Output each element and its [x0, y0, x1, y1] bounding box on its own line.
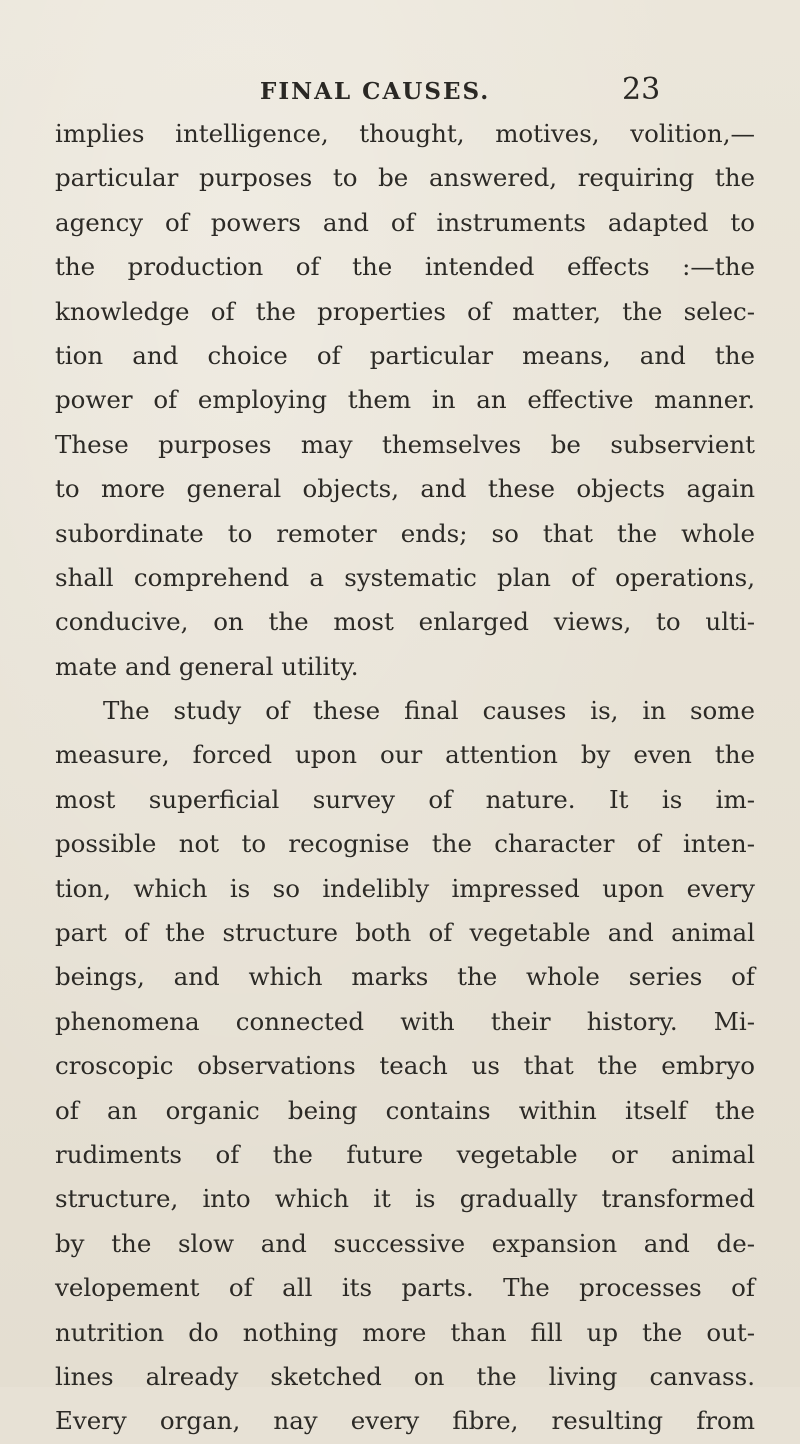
text-line: of an organic being contains within itself the [55, 1095, 755, 1125]
paragraph-end-line: mate and general utility. [55, 651, 359, 681]
text-line: particular purposes to be answered, requiring the [55, 163, 755, 193]
text-line: nutrition do nothing more than fill up the out- [55, 1317, 755, 1347]
text-line: measure, forced upon our attention by even the [55, 740, 755, 770]
text-line: possible not to recognise the character of inten- [55, 829, 755, 859]
page-number: 23 [622, 72, 661, 107]
body-text [55, 112, 755, 1444]
text-line: subordinate to remoter ends; so that the whole [55, 518, 755, 548]
text-line: implies intelligence, thought, motives, volition,— [55, 119, 755, 148]
text-line: conducive, on the most enlarged views, to ulti- [55, 607, 755, 637]
text-line: agency of powers and of instruments adapted to [55, 207, 755, 237]
text-line: tion, which is so indelibly impressed upon every [55, 873, 755, 903]
text-line: part of the structure both of vegetable and animal [55, 918, 755, 948]
text-line: the production of the intended effects :—the [55, 252, 755, 282]
text-line: knowledge of the properties of matter, the selec- [55, 296, 755, 326]
text-line: velopement of all its parts. The processes of [55, 1273, 755, 1303]
text-line: These purposes may themselves be subservient [55, 429, 755, 459]
running-title: FINAL CAUSES. [260, 78, 491, 105]
text-line: phenomena connected with their history. Mi- [55, 1006, 755, 1036]
text-line: beings, and which marks the whole series of [55, 962, 755, 992]
text-line: to more general objects, and these objects again [55, 474, 755, 504]
paragraph-start-line: The study of these final causes is, in some [103, 696, 755, 726]
text-line: tion and choice of particular means, and the [55, 340, 755, 370]
text-line: most superficial survey of nature. It is im- [55, 784, 755, 814]
text-line: shall comprehend a systematic plan of operations, [55, 562, 755, 592]
text-line: structure, into which it is gradually transformed [55, 1184, 755, 1214]
text-line: lines already sketched on the living canvass. [55, 1361, 755, 1391]
text-line: croscopic observations teach us that the embryo [55, 1051, 755, 1081]
text-line: power of employing them in an effective manner. [55, 385, 755, 415]
running-head [0, 72, 800, 108]
text-line: rudiments of the future vegetable or animal [55, 1139, 755, 1169]
text-line: Every organ, nay every fibre, resulting from [55, 1406, 755, 1436]
text-line: by the slow and successive expansion and de- [55, 1228, 755, 1258]
